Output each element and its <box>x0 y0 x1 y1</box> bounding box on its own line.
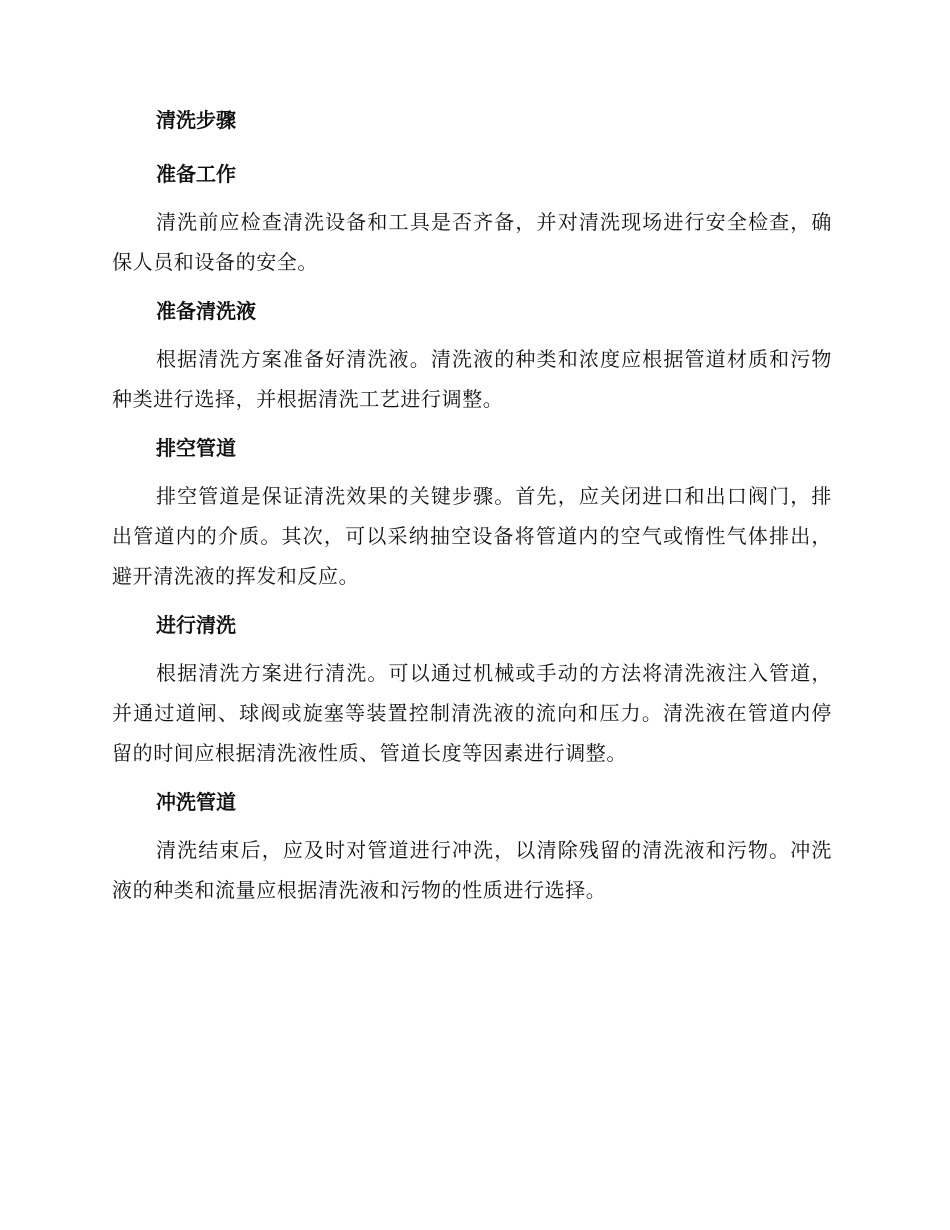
document-page <box>112 105 832 924</box>
section-body-drain-pipe: 排空管道是保证清洗效果的关键步骤。首先，应关闭进口和出口阀门，排出管道内的介质。其次，可以采纳抽空设备将管道内的空气或惰性气体排出，避开清洗液的挥发和反应。 <box>112 484 832 588</box>
document-title: 清洗步骤 <box>156 108 236 132</box>
section-heading-perform-cleaning: 进行清洗 <box>156 613 236 637</box>
section-body-cleaning-solution: 根据清洗方案准备好清洗液。清洗液的种类和浓度应根据管道材质和污物种类进行选择，并根据清洗工艺进行调整。 <box>112 347 832 411</box>
section-heading-flush-pipe: 冲洗管道 <box>156 790 236 814</box>
section-body-perform-cleaning: 根据清洗方案进行清洗。可以通过机械或手动的方法将清洗液注入管道，并通过道闸、球阀或旋塞等装置控制清洗液的流向和压力。清洗液在管道内停留的时间应根据清洗液性质、管道长度等因素进行调整。 <box>112 661 832 765</box>
section-heading-cleaning-solution: 准备清洗液 <box>156 299 256 323</box>
section-heading-drain-pipe: 排空管道 <box>156 436 236 460</box>
section-body-preparation: 清洗前应检查清洗设备和工具是否齐备，并对清洗现场进行安全检查，确保人员和设备的安全。 <box>112 210 832 274</box>
section-heading-preparation: 准备工作 <box>156 162 236 186</box>
section-body-flush-pipe: 清洗结束后，应及时对管道进行冲洗，以清除残留的清洗液和污物。冲洗液的种类和流量应根据清洗液和污物的性质进行选择。 <box>112 838 832 902</box>
